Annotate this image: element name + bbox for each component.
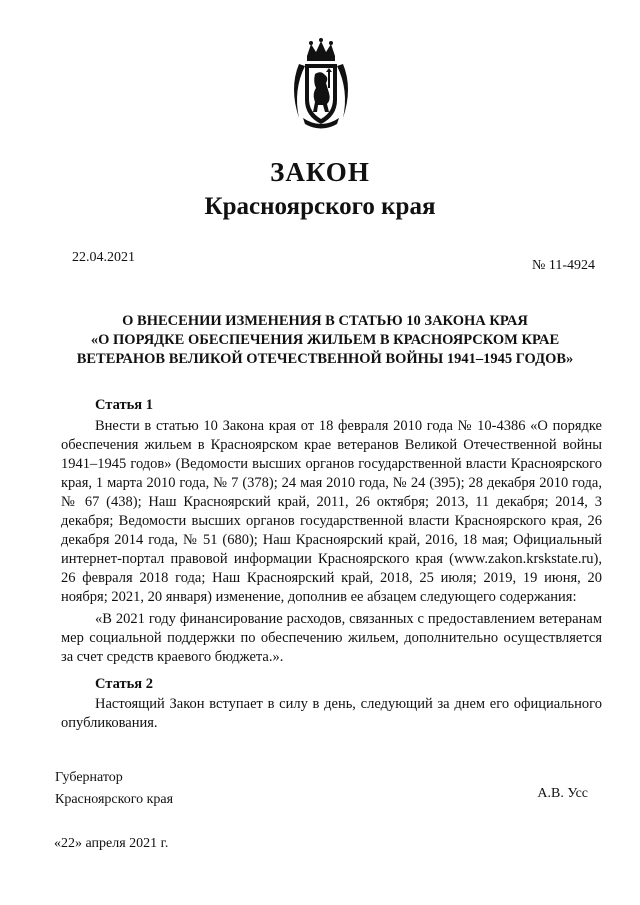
article-1-title: Статья 1 xyxy=(95,397,153,413)
law-heading xyxy=(55,312,595,369)
article-2-title: Статья 2 xyxy=(95,676,153,692)
coat-of-arms-icon xyxy=(285,38,357,130)
signatory-role xyxy=(55,767,173,811)
article-2-text: Настоящий Закон вступает в силу в день, следующий за днем его официального опубликования. xyxy=(61,696,602,731)
issuer-title: Красноярского края xyxy=(204,193,436,220)
law-heading-line: ВЕТЕРАНОВ ВЕЛИКОЙ ОТЕЧЕСТВЕННОЙ ВОЙНЫ 1941–1945 ГОДОВ» xyxy=(76,351,574,367)
signatory-role-line: Красноярского края xyxy=(55,792,174,807)
signatory-role-line: Губернатор xyxy=(55,770,123,785)
signatory-name: А.В. Усс xyxy=(537,786,588,801)
law-number: № 11-4924 xyxy=(532,258,595,273)
signature-date: «22» апреля 2021 г. xyxy=(54,836,169,851)
document-type-title: ЗАКОН xyxy=(270,157,370,187)
law-heading-line: О ВНЕСЕНИИ ИЗМЕНЕНИЯ В СТАТЬЮ 10 ЗАКОНА КРАЯ xyxy=(122,313,528,329)
law-date: 22.04.2021 xyxy=(72,250,135,265)
article-1-text: Внести в статью 10 Закона края от 18 февраля 2010 года № 10-4386 «О порядке обеспечения жильем в Красноярском крае ветеранов Великой Отечественной войны 1941–1945 годов» (Ведомости высших органов государственной власти Красноярского края, 1 марта 2010 года, № 7 (378); 24 мая 2010 года, № 24 (395); 28 декабря 2010 года, № 67 (438); Наш Красноярский край, 2011, 26 октября; 2013, 11 декабря; 2014, 3 декабря; Ведомости высших органов государственной власти Красноярского края, 26 декабря 2014 года, № 51 (680); Наш Красноярский край, 2016, 18 мая; Официальный интернет-портал правовой информации Красноярского края (www.zakon.krskstate.ru), 26 февраля 2018 года; Наш Красноярский край, 2018, 25 июля; 2019, 19 июня, 20 ноября; 2021, 20 января) изменение, дополнив ее абзацем следующего содержания: xyxy=(61,418,602,605)
article-1-quote: «В 2021 году финансирование расходов, связанных с предоставлением ветеранам мер социальной поддержки по обеспечению жильем, дополнительно осуществляется за счет средств краевого бюджета.». xyxy=(61,611,602,665)
law-heading-line: «О ПОРЯДКЕ ОБЕСПЕЧЕНИЯ ЖИЛЬЕМ В КРАСНОЯРСКОМ КРАЕ xyxy=(90,332,560,348)
